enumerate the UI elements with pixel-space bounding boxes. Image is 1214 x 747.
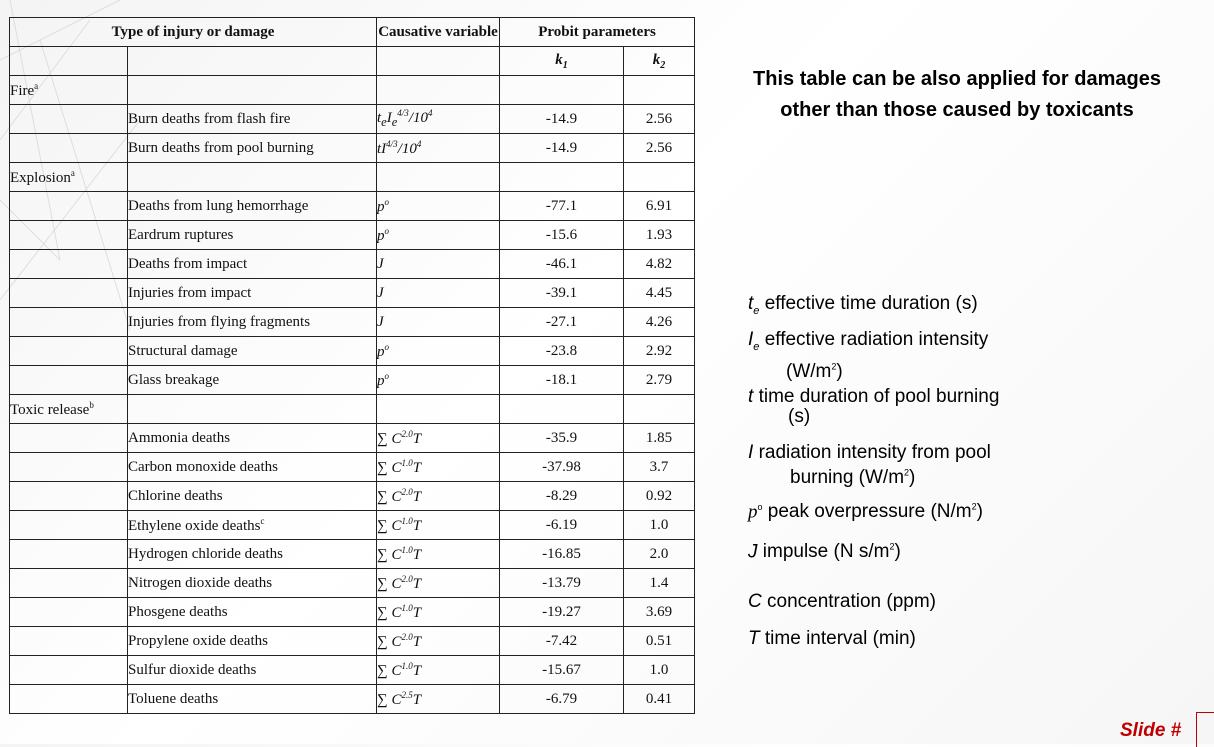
- injury-description: Carbon monoxide deaths: [128, 453, 377, 482]
- legend-c-text: concentration (ppm): [767, 591, 936, 612]
- table-row: [10, 656, 695, 685]
- probit-k2: 2.56: [624, 105, 695, 134]
- injury-description: Sulfur dioxide deaths: [128, 656, 377, 685]
- injury-description: Glass breakage: [128, 366, 377, 395]
- category-row: [10, 163, 695, 192]
- causative-variable: J: [377, 279, 500, 308]
- empty-cell: [10, 308, 128, 337]
- empty-cell: [10, 337, 128, 366]
- table-row: [10, 511, 695, 540]
- probit-k2: 4.82: [624, 250, 695, 279]
- empty-cell: [10, 105, 128, 134]
- probit-k1: -37.98: [500, 453, 624, 482]
- table-note: [700, 64, 1214, 126]
- injury-description: Injuries from flying fragments: [128, 308, 377, 337]
- causative-variable: ∑ $C^{1.0}T$: [377, 540, 500, 569]
- probit-k2: 6.91: [624, 192, 695, 221]
- probit-k2: 2.0: [624, 540, 695, 569]
- empty-cell: [10, 279, 128, 308]
- table-row: [10, 134, 695, 163]
- probit-k1: -77.1: [500, 192, 624, 221]
- empty-cell: [624, 76, 695, 105]
- empty-cell: [128, 395, 377, 424]
- causative-variable: $t_eI_e^{4/3}/10^4$: [377, 105, 500, 134]
- causative-variable: ∑ $C^{1.0}T$: [377, 511, 500, 540]
- causative-variable: ∑ $C^{2.0}T$: [377, 627, 500, 656]
- causative-variable: ∑ $C^{2.0}T$: [377, 482, 500, 511]
- probit-k1: -27.1: [500, 308, 624, 337]
- empty-cell: [377, 76, 500, 105]
- causative-variable: ∑ $C^{2.5}T$: [377, 685, 500, 714]
- probit-table-container: [9, 17, 694, 714]
- probit-k2: 0.51: [624, 627, 695, 656]
- probit-k1: -15.6: [500, 221, 624, 250]
- empty-cell: [10, 366, 128, 395]
- probit-k2: 1.85: [624, 424, 695, 453]
- probit-k2: 4.26: [624, 308, 695, 337]
- causative-variable: ∑ $C^{1.0}T$: [377, 656, 500, 685]
- note-line-1: This table can be also applied for damages: [753, 68, 1161, 90]
- legend-item-te: $t_e$ effective time duration (s): [748, 293, 978, 317]
- probit-table: [9, 17, 695, 714]
- table-row: [10, 627, 695, 656]
- causative-variable: ∑ $C^{2.0}T$: [377, 424, 500, 453]
- probit-k1: -8.29: [500, 482, 624, 511]
- causative-variable: J: [377, 250, 500, 279]
- note-line-2: other than those caused by toxicants: [780, 99, 1134, 121]
- probit-k2: 0.41: [624, 685, 695, 714]
- empty-cell: [10, 656, 128, 685]
- injury-description: Toluene deaths: [128, 685, 377, 714]
- empty-cell: [128, 76, 377, 105]
- injury-description: Structural damage: [128, 337, 377, 366]
- legend-item-tt: T time interval (min): [748, 628, 916, 649]
- probit-k1: -6.19: [500, 511, 624, 540]
- empty-cell: [10, 598, 128, 627]
- causative-variable: $p^o$: [377, 192, 500, 221]
- probit-k2: 3.69: [624, 598, 695, 627]
- empty-cell: [500, 76, 624, 105]
- header-blank-3: [377, 47, 500, 76]
- probit-k2: 2.56: [624, 134, 695, 163]
- probit-k2: 1.0: [624, 656, 695, 685]
- empty-cell: [128, 163, 377, 192]
- table-row: [10, 598, 695, 627]
- header-blank-2: [128, 47, 377, 76]
- injury-description: Ethylene oxide deaths$^c$: [128, 511, 377, 540]
- table-row: [10, 540, 695, 569]
- category-row: [10, 76, 695, 105]
- header-k2: $k_2$: [624, 47, 695, 76]
- empty-cell: [624, 163, 695, 192]
- category-row: [10, 395, 695, 424]
- empty-cell: [10, 627, 128, 656]
- probit-k1: -18.1: [500, 366, 624, 395]
- empty-cell: [377, 163, 500, 192]
- empty-cell: [10, 192, 128, 221]
- table-row: [10, 453, 695, 482]
- empty-cell: [10, 540, 128, 569]
- probit-k1: -16.85: [500, 540, 624, 569]
- injury-description: Propylene oxide deaths: [128, 627, 377, 656]
- injury-description: Nitrogen dioxide deaths: [128, 569, 377, 598]
- causative-variable: $tI^{4/3}/10^4$: [377, 134, 500, 163]
- header-type-of-injury: Type of injury or damage: [10, 18, 377, 47]
- empty-cell: [10, 424, 128, 453]
- causative-variable: ∑ $C^{2.0}T$: [377, 569, 500, 598]
- header-probit-parameters: Probit parameters: [500, 18, 695, 47]
- probit-k1: -19.27: [500, 598, 624, 627]
- probit-k2: 1.4: [624, 569, 695, 598]
- legend-item-j: J impulse (N $s/m^2$): [748, 541, 901, 563]
- empty-cell: [10, 685, 128, 714]
- header-k1: $k_1$: [500, 47, 624, 76]
- header-blank-1: [10, 47, 128, 76]
- probit-k1: -46.1: [500, 250, 624, 279]
- injury-description: Deaths from lung hemorrhage: [128, 192, 377, 221]
- probit-k2: 2.79: [624, 366, 695, 395]
- empty-cell: [500, 163, 624, 192]
- table-row: [10, 482, 695, 511]
- table-row: [10, 685, 695, 714]
- causative-variable: J: [377, 308, 500, 337]
- causative-variable: $p^o$: [377, 221, 500, 250]
- injury-description: Deaths from impact: [128, 250, 377, 279]
- injury-description: Burn deaths from pool burning: [128, 134, 377, 163]
- table-row: [10, 337, 695, 366]
- legend-tt-text: time interval (min): [764, 628, 916, 649]
- probit-k2: 0.92: [624, 482, 695, 511]
- empty-cell: [377, 395, 500, 424]
- causative-variable: $p^o$: [377, 337, 500, 366]
- table-row: [10, 105, 695, 134]
- injury-description: Hydrogen chloride deaths: [128, 540, 377, 569]
- injury-description: Ammonia deaths: [128, 424, 377, 453]
- table-row: [10, 308, 695, 337]
- probit-k2: 3.7: [624, 453, 695, 482]
- probit-k2: 1.0: [624, 511, 695, 540]
- injury-description: Burn deaths from flash fire: [128, 105, 377, 134]
- table-row: [10, 221, 695, 250]
- injury-description: Phosgene deaths: [128, 598, 377, 627]
- causative-variable: $p^o$: [377, 366, 500, 395]
- empty-cell: [10, 482, 128, 511]
- legend-item-ie: $I_e$ effective radiation intensity $(W/m^2)$: [748, 329, 989, 383]
- empty-cell: [624, 395, 695, 424]
- probit-k2: 2.92: [624, 337, 695, 366]
- probit-k1: -14.9: [500, 105, 624, 134]
- empty-cell: [10, 511, 128, 540]
- probit-k1: -15.67: [500, 656, 624, 685]
- empty-cell: [500, 395, 624, 424]
- probit-k1: -14.9: [500, 134, 624, 163]
- empty-cell: [10, 569, 128, 598]
- slide-number: Slide #: [1120, 720, 1182, 741]
- table-body: [10, 76, 695, 714]
- slide-corner-box: [1196, 712, 1214, 747]
- probit-k2: 4.45: [624, 279, 695, 308]
- legend-item-po: $p^o$ peak overpressure $(N/m^2)$: [748, 501, 983, 523]
- injury-description: Chlorine deaths: [128, 482, 377, 511]
- table-row: [10, 366, 695, 395]
- category-label: Fire$^a$: [10, 76, 128, 105]
- header-causative-variable: Causative variable: [377, 18, 500, 47]
- probit-k1: -35.9: [500, 424, 624, 453]
- table-row: [10, 192, 695, 221]
- category-label: Toxic release$^b$: [10, 395, 128, 424]
- injury-description: Injuries from impact: [128, 279, 377, 308]
- empty-cell: [10, 221, 128, 250]
- table-row: [10, 279, 695, 308]
- probit-k1: -39.1: [500, 279, 624, 308]
- probit-k1: -6.79: [500, 685, 624, 714]
- injury-description: Eardrum ruptures: [128, 221, 377, 250]
- legend-item-i: I radiation intensity from pool burning $(W/m^2)$: [748, 442, 991, 489]
- probit-k2: 1.93: [624, 221, 695, 250]
- legend-item-c: C concentration (ppm): [748, 591, 936, 612]
- category-label: Explosion$^a$: [10, 163, 128, 192]
- empty-cell: [10, 134, 128, 163]
- legend-item-t: t time duration of pool burning (s): [748, 386, 1000, 427]
- probit-k1: -23.8: [500, 337, 624, 366]
- probit-k1: -7.42: [500, 627, 624, 656]
- causative-variable: ∑ $C^{1.0}T$: [377, 598, 500, 627]
- table-row: [10, 424, 695, 453]
- probit-k1: -13.79: [500, 569, 624, 598]
- causative-variable: ∑ $C^{1.0}T$: [377, 453, 500, 482]
- empty-cell: [10, 453, 128, 482]
- table-row: [10, 250, 695, 279]
- table-row: [10, 569, 695, 598]
- empty-cell: [10, 250, 128, 279]
